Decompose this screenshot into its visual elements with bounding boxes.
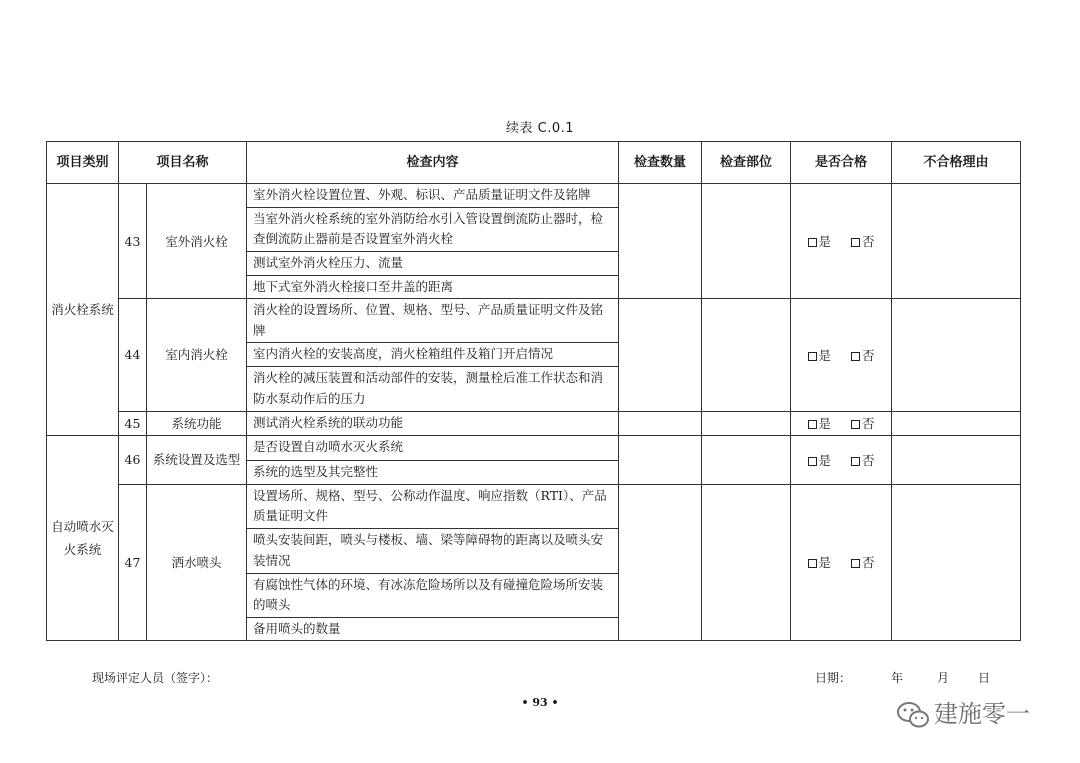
watermark-text: 建施零一 — [934, 700, 1030, 728]
no-checkbox[interactable] — [851, 352, 860, 361]
item-name: 室内消火栓 — [147, 299, 247, 412]
no-label: 否 — [862, 452, 875, 468]
table-row — [47, 411, 1021, 435]
category-cell: 消火栓系统 — [47, 184, 119, 436]
check-content: 测试消火栓系统的联动功能 — [247, 411, 619, 435]
reason-cell[interactable] — [892, 299, 1021, 412]
reason-cell[interactable] — [892, 411, 1021, 435]
location-cell[interactable] — [702, 435, 791, 484]
table-row — [47, 484, 1021, 528]
evaluator-signature-label: 现场评定人员（签字）： — [92, 671, 219, 685]
yes-label: 是 — [818, 234, 832, 249]
location-cell[interactable] — [702, 411, 791, 435]
table-row — [47, 299, 1021, 343]
yes-label: 是 — [818, 555, 832, 571]
item-name: 室外消火栓 — [147, 184, 247, 299]
check-content: 室内消火栓的安装高度，消火栓箱组件及箱门开启情况 — [247, 343, 619, 367]
no-label: 否 — [862, 416, 875, 431]
qty-cell[interactable] — [619, 299, 702, 412]
header-reason: 不合格理由 — [892, 142, 1021, 184]
qty-cell[interactable] — [619, 411, 702, 435]
no-checkbox[interactable] — [851, 420, 860, 429]
qty-cell[interactable] — [619, 184, 702, 299]
reason-cell[interactable] — [892, 435, 1021, 484]
check-content: 系统的选型及其完整性 — [247, 460, 619, 484]
table-row — [47, 435, 1021, 460]
no-checkbox[interactable] — [851, 559, 860, 568]
check-content: 消火栓的设置场所、位置、规格、型号、产品质量证明文件及铭牌 — [247, 299, 619, 343]
header-content: 检查内容 — [247, 142, 619, 184]
category-cell: 自动喷水灭火系统 — [47, 435, 119, 641]
location-cell[interactable] — [702, 484, 791, 641]
page-number: • 93 • — [521, 696, 559, 709]
check-content: 当室外消火栓系统的室外消防给水引入管设置倒流防止器时，检查倒流防止器前是否设置室外消火栓 — [247, 207, 619, 251]
date-label: 日期： — [815, 671, 852, 685]
location-cell[interactable] — [702, 184, 791, 299]
yes-label: 是 — [818, 347, 832, 363]
item-number: 44 — [119, 299, 147, 412]
header-qty: 检查数量 — [619, 142, 702, 184]
yes-label: 是 — [818, 416, 832, 431]
header-pass: 是否合格 — [791, 142, 892, 184]
pass-cell — [791, 184, 892, 299]
check-content: 设置场所、规格、型号、公称动作温度、响应指数（RTI）、产品质量证明文件 — [247, 484, 619, 528]
item-number: 45 — [119, 411, 147, 435]
item-number: 46 — [119, 435, 147, 484]
no-label: 否 — [862, 555, 875, 571]
header-category: 项目类别 — [47, 142, 119, 184]
yes-checkbox[interactable] — [808, 457, 817, 466]
header-name: 项目名称 — [119, 142, 247, 184]
pass-cell — [791, 484, 892, 641]
header-location: 检查部位 — [702, 142, 791, 184]
item-name: 洒水喷头 — [147, 484, 247, 641]
qty-cell[interactable] — [619, 435, 702, 484]
table-row — [47, 184, 1021, 208]
date-month: 月 — [937, 671, 950, 685]
yes-label: 是 — [818, 452, 832, 468]
watermark — [896, 698, 1030, 730]
date-year: 年 — [891, 671, 904, 685]
header-row — [47, 142, 1021, 184]
no-checkbox[interactable] — [851, 238, 860, 247]
check-content: 是否设置自动喷水灭火系统 — [247, 435, 619, 460]
reason-cell[interactable] — [892, 184, 1021, 299]
item-name: 系统设置及选型 — [147, 435, 247, 484]
item-number: 47 — [119, 484, 147, 641]
check-content: 室外消火栓设置位置、外观、标识、产品质量证明文件及铭牌 — [247, 184, 619, 208]
check-content: 测试室外消火栓压力、流量 — [247, 251, 619, 275]
item-number: 43 — [119, 184, 147, 299]
wechat-icon — [896, 701, 930, 729]
yes-checkbox[interactable] — [808, 559, 817, 568]
no-label: 否 — [862, 347, 875, 363]
check-content: 喷头安装间距，喷头与楼板、墙、梁等障碍物的距离以及喷头安装情况 — [247, 528, 619, 573]
yes-checkbox[interactable] — [808, 352, 817, 361]
reason-cell[interactable] — [892, 484, 1021, 641]
check-content: 消火栓的减压装置和活动部件的安装，测量栓后准工作状态和消防水泵动作后的压力 — [247, 366, 619, 411]
check-content: 地下式室外消火栓接口至井盖的距离 — [247, 275, 619, 299]
check-content: 备用喷头的数量 — [247, 617, 619, 641]
item-name: 系统功能 — [147, 411, 247, 435]
qty-cell[interactable] — [619, 484, 702, 641]
pass-cell — [791, 435, 892, 484]
check-content: 有腐蚀性气体的环境、有冰冻危险场所以及有碰撞危险场所安装的喷头 — [247, 573, 619, 617]
pass-cell — [791, 411, 892, 435]
table-caption: 续表 C.0.1 — [505, 121, 575, 136]
yes-checkbox[interactable] — [808, 420, 817, 429]
location-cell[interactable] — [702, 299, 791, 412]
yes-checkbox[interactable] — [808, 238, 817, 247]
pass-cell — [791, 299, 892, 412]
no-label: 否 — [862, 234, 875, 249]
no-checkbox[interactable] — [851, 457, 860, 466]
date-day: 日 — [978, 671, 991, 685]
inspection-table — [46, 141, 1021, 641]
